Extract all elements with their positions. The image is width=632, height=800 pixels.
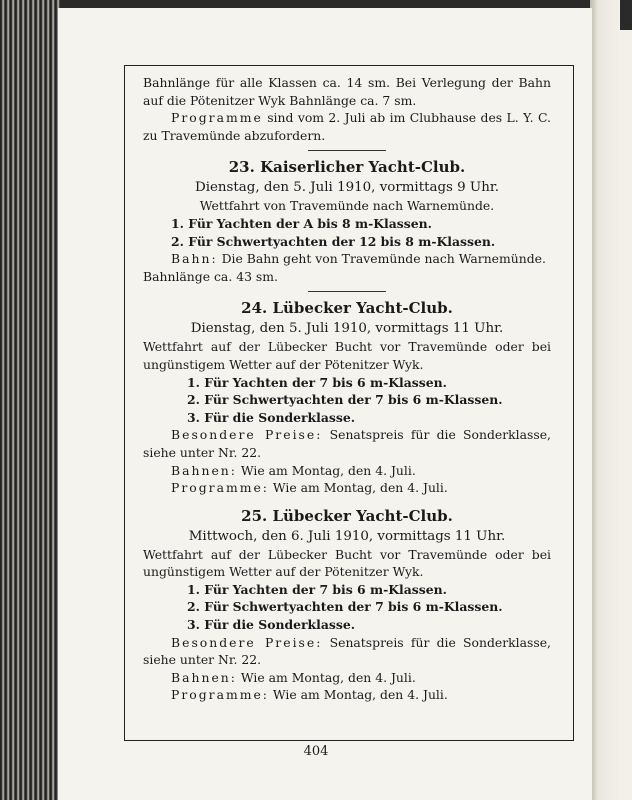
programme-label: Programme — [171, 110, 263, 126]
bahnen-label: Bahnen: — [171, 669, 237, 685]
class-item: 1. Für Yachten der A bis 8 m-Klassen. — [171, 215, 432, 231]
section-preise-24 — [143, 426, 551, 461]
preise-text: Senatspreis für die Sonderklasse, siehe unter Nr. 22. — [143, 634, 551, 668]
class-item: 2. Für Schwertyachten der 7 bis 6 m-Klassen. — [187, 392, 503, 408]
programme-label: Programme: — [171, 687, 269, 703]
preise-label: Besondere Preise: — [171, 427, 323, 443]
book-page-edges — [0, 0, 60, 800]
class-item: 3. Für die Sonderklasse. — [187, 617, 356, 633]
section-heading-23: 23. Kaiserlicher Yacht-Club. — [228, 158, 466, 177]
section-heading-24: 24. Lübecker Yacht-Club. — [241, 299, 453, 318]
class-item: 3. Für die Sonderklasse. — [187, 409, 356, 425]
class-item: 1. Für Yachten der 7 bis 6 m-Klassen. — [187, 581, 447, 597]
section-bahnlaenge-23: Bahnlänge ca. 43 sm. — [143, 268, 278, 284]
page-body — [143, 74, 551, 704]
book-background-corner — [620, 0, 632, 30]
intro-programme — [143, 109, 551, 144]
section-gap — [143, 497, 551, 505]
bahn-text: Die Bahn geht von Travemünde nach Warnemünde. — [217, 251, 546, 267]
section-route-25: Wettfahrt auf der Lübecker Bucht vor Travemünde oder bei ungünstigem Wetter auf der Pötenitzer Wyk. — [143, 546, 551, 580]
section-date-25: Mittwoch, den 6. Juli 1910, vormittags 11 Uhr. — [188, 528, 506, 544]
section-date-24: Dienstag, den 5. Juli 1910, vormittags 11 Uhr. — [190, 321, 504, 337]
facing-page-edge — [590, 0, 632, 800]
section-heading-25: 25. Lübecker Yacht-Club. — [241, 506, 453, 525]
intro-bahnlaenge: Bahnlänge für alle Klassen ca. 14 sm. Bei Verlegung der Bahn auf die Pötenitzer Wyk Bahnlänge ca. 7 sm. — [143, 75, 551, 108]
section-bahnen-24 — [143, 462, 551, 480]
section-divider — [308, 150, 386, 151]
page-number: 404 — [303, 744, 329, 759]
preise-text: Senatspreis für die Sonderklasse, siehe unter Nr. 22. — [143, 427, 551, 460]
class-item: 2. Für Schwertyachten der 7 bis 6 m-Klassen. — [187, 599, 503, 615]
class-item: 2. Für Schwertyachten der 12 bis 8 m-Klassen. — [171, 233, 496, 249]
section-date-23: Dienstag, den 5. Juli 1910, vormittags 9 Uhr. — [194, 180, 500, 196]
programme-text: sind vom 2. Juli ab im Clubhause des L. Y. C. zu Travemünde abzufordern. — [143, 110, 551, 143]
section-route-23: Wettfahrt von Travemünde nach Warnemünde. — [199, 198, 495, 214]
section-bahn-23 — [143, 250, 551, 268]
programme-text: Wie am Montag, den 4. Juli. — [268, 687, 448, 703]
section-programme-24 — [143, 479, 551, 497]
class-item: 1. Für Yachten der 7 bis 6 m-Klassen. — [187, 374, 447, 390]
programme-label: Programme: — [171, 480, 269, 496]
bahnen-text: Wie am Montag, den 4. Juli. — [236, 462, 416, 478]
section-route-24: Wettfahrt auf der Lübecker Bucht vor Travemünde oder bei ungünstigem Wetter auf der Pötenitzer Wyk. — [143, 339, 551, 372]
programme-text: Wie am Montag, den 4. Juli. — [268, 480, 448, 496]
bahn-label: Bahn: — [171, 251, 218, 267]
bahnen-label: Bahnen: — [171, 462, 237, 478]
section-bahnen-25 — [143, 669, 551, 687]
section-divider — [308, 291, 386, 292]
section-programme-25 — [143, 686, 551, 704]
bahnen-text: Wie am Montag, den 4. Juli. — [236, 669, 416, 685]
preise-label: Besondere Preise: — [171, 634, 323, 650]
section-preise-25 — [143, 634, 551, 669]
